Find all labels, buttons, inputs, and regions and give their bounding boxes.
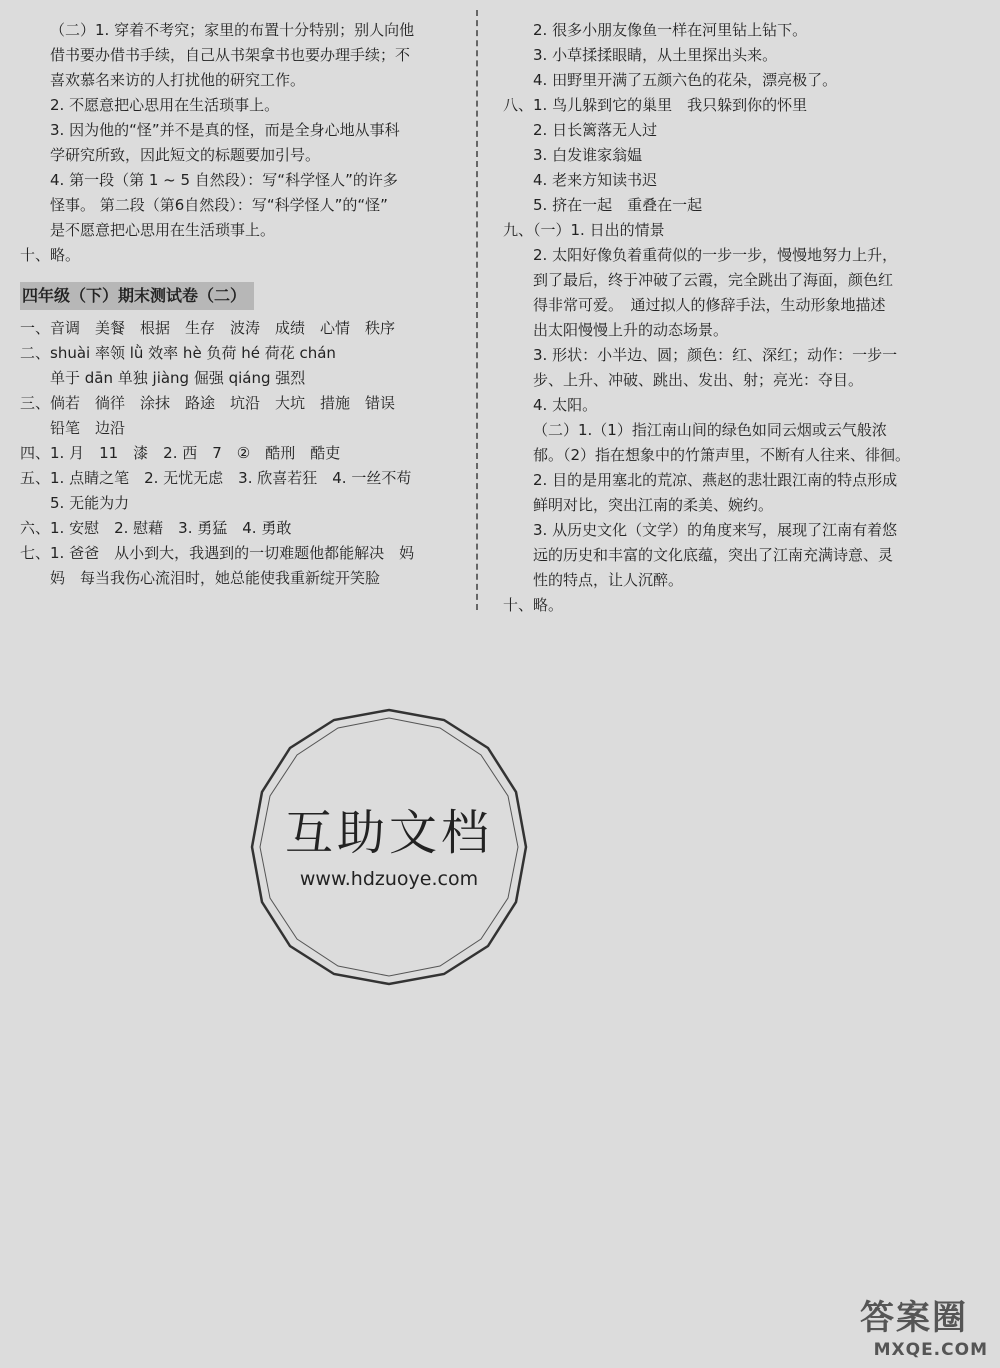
answer-line: （二）1. 穿着不考究；家里的布置十分特别；别人向他 [50, 21, 415, 39]
answer-line: 郁。（2）指在想象中的竹箫声里，不断有人往来、徘徊。 [533, 446, 911, 464]
corner-logo-domain: MXQE.COM [873, 1340, 988, 1360]
answer-line: 喜欢慕名来访的人打扰他的研究工作。 [50, 71, 306, 89]
answer-line: 2. 目的是用塞北的荒凉、燕赵的悲壮跟江南的特点形成 [533, 471, 898, 489]
answer-line: 3. 因为他的“怪”并不是真的怪，而是全身心地从事科 [50, 121, 400, 139]
answer-line: 4. 田野里开满了五颜六色的花朵，漂亮极了。 [533, 71, 838, 89]
answer-line: 步、上升、冲破、跳出、发出、射；亮光：夺目。 [533, 371, 864, 389]
answer-line: 五、1. 点睛之笔 2. 无忧无虑 3. 欣喜若狂 4. 一丝不苟 [20, 469, 412, 487]
answer-line: 四、1. 月 11 漆 2. 西 7 ② 酷刑 酷吏 [20, 444, 341, 462]
answer-line: 鲜明对比，突出江南的柔美、婉约。 [533, 496, 774, 514]
answer-line: 十、略。 [20, 246, 81, 264]
answer-line: 2. 很多小朋友像鱼一样在河里钻上钻下。 [533, 21, 808, 39]
answer-line: 怪事。 第二段（第6自然段）：写“科学怪人”的“怪” [50, 196, 388, 214]
answer-line: 出太阳慢慢上升的动态场景。 [533, 321, 729, 339]
stamp-title: 互助文档 [284, 805, 493, 861]
answer-line: 九、（一）1. 日出的情景 [503, 221, 665, 239]
answer-line: 二、shuài 率领 lǜ 效率 hè 负荷 hé 荷花 chán [20, 344, 336, 362]
answer-line: 十、略。 [503, 596, 564, 614]
answer-line: 学研究所致，因此短文的标题要加引号。 [50, 146, 321, 164]
answer-line: 3. 从历史文化（文学）的角度来写，展现了江南有着悠 [533, 521, 898, 539]
stamp-url: www.hdzuoye.com [299, 868, 479, 890]
answer-line: 借书要办借书手续，自己从书架拿书也要办理手续；不 [50, 46, 411, 64]
answer-line: （二）1.（1）指江南山间的绿色如同云烟或云气般浓 [533, 421, 887, 439]
answer-line: 单于 dān 单独 jiàng 倔强 qiáng 强烈 [50, 369, 306, 387]
answer-line: 七、1. 爸爸 从小到大，我遇到的一切难题他都能解决 妈 [20, 544, 415, 562]
answer-line: 是不愿意把心思用在生活琐事上。 [50, 221, 276, 239]
answer-line: 妈 每当我伤心流泪时，她总能使我重新绽开笑脸 [50, 569, 381, 587]
answer-line: 3. 白发谁家翁媪 [533, 146, 643, 164]
answer-line: 4. 太阳。 [533, 396, 598, 414]
answer-line: 一、音调 美餐 根据 生存 波涛 成绩 心情 秩序 [20, 319, 396, 337]
column-divider [476, 10, 478, 610]
left-column [20, 18, 460, 591]
section-title: 四年级（下）期末测试卷（二） [20, 282, 254, 310]
answer-line: 八、1. 鸟儿躲到它的巢里 我只躲到你的怀里 [503, 96, 808, 114]
answer-line: 5. 挤在一起 重叠在一起 [533, 196, 703, 214]
exam-answers [20, 316, 460, 591]
left-answer-lines [20, 18, 460, 268]
answer-line: 2. 不愿意把心思用在生活琐事上。 [50, 96, 280, 114]
answer-line: 性的特点，让人沉醉。 [533, 571, 684, 589]
answer-line: 到了最后，终于冲破了云霞，完全跳出了海面，颜色红 [533, 271, 894, 289]
right-answer-lines [503, 18, 950, 618]
watermark-stamp [248, 706, 530, 988]
answer-line: 铅笔 边沿 [50, 419, 126, 437]
answer-line: 三、倘若 徜徉 涂抹 路途 坑沿 大坑 措施 错误 [20, 394, 396, 412]
answer-line: 2. 太阳好像负着重荷似的一步一步，慢慢地努力上升， [533, 246, 898, 264]
answer-line: 远的历史和丰富的文化底蕴，突出了江南充满诗意、灵 [533, 546, 894, 564]
corner-logo-text: 答案圈 [860, 1298, 968, 1338]
answer-line: 3. 小草揉揉眼睛，从土里探出头来。 [533, 46, 778, 64]
answer-line: 2. 日长篱落无人过 [533, 121, 658, 139]
answer-line: 4. 第一段（第 1 ~ 5 自然段）：写“科学怪人”的许多 [50, 171, 398, 189]
corner-watermark-logo [818, 1290, 988, 1360]
answer-line: 3. 形状：小半边、圆；颜色：红、深红；动作：一步一 [533, 346, 898, 364]
answer-line: 得非常可爱。 通过拟人的修辞手法，生动形象地描述 [533, 296, 886, 314]
answer-line: 4. 老来方知读书迟 [533, 171, 658, 189]
answer-line: 六、1. 安慰 2. 慰藉 3. 勇猛 4. 勇敢 [20, 519, 292, 537]
right-column [503, 18, 950, 618]
answer-line: 5. 无能为力 [50, 494, 130, 512]
